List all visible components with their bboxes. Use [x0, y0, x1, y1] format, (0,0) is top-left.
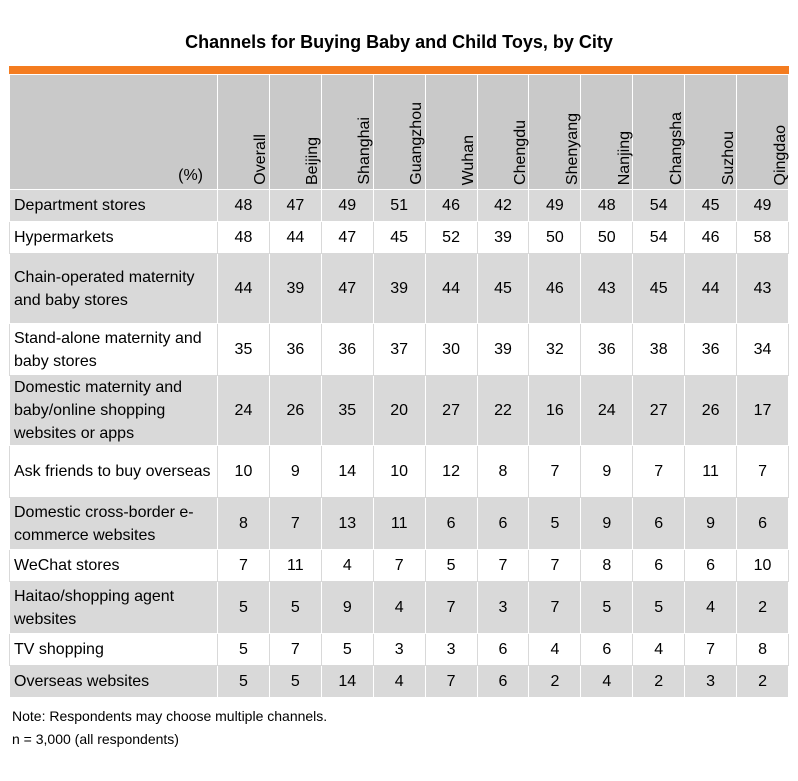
table-row [10, 550, 789, 582]
table-cell: 39 [373, 254, 425, 324]
table-cell: 4 [373, 582, 425, 634]
table-cell: 5 [218, 582, 270, 634]
table-cell: 45 [477, 254, 529, 324]
table-cell: 9 [581, 446, 633, 498]
table-cell: 7 [425, 582, 477, 634]
table-cell: 5 [218, 634, 270, 666]
column-header-label: Changsha [667, 112, 685, 185]
table-cell: 24 [218, 376, 270, 446]
accent-bar [9, 66, 789, 74]
header-row [10, 75, 789, 190]
table-cell: 48 [218, 222, 270, 254]
column-header [529, 75, 581, 190]
column-header-label: Guangzhou [408, 102, 426, 185]
table-cell: 9 [269, 446, 321, 498]
table-cell: 49 [529, 190, 581, 222]
row-label: Chain-operated maternity and baby stores [10, 254, 218, 324]
table-cell: 44 [269, 222, 321, 254]
column-header [685, 75, 737, 190]
row-label: WeChat stores [10, 550, 218, 582]
table-cell: 4 [373, 666, 425, 698]
table-cell: 50 [581, 222, 633, 254]
table-cell: 39 [477, 324, 529, 376]
row-label: Overseas websites [10, 666, 218, 698]
table-cell: 42 [477, 190, 529, 222]
table-cell: 10 [218, 446, 270, 498]
table-cell: 22 [477, 376, 529, 446]
table-row [10, 222, 789, 254]
table-cell: 48 [581, 190, 633, 222]
table-cell: 6 [633, 498, 685, 550]
table-row [10, 324, 789, 376]
table-cell: 2 [633, 666, 685, 698]
table-cell: 6 [737, 498, 789, 550]
table-cell: 16 [529, 376, 581, 446]
column-header-label: Wuhan [460, 134, 478, 185]
table-cell: 3 [373, 634, 425, 666]
table-cell: 46 [425, 190, 477, 222]
table-cell: 38 [633, 324, 685, 376]
table-cell: 11 [269, 550, 321, 582]
table-cell: 51 [373, 190, 425, 222]
table-cell: 7 [269, 498, 321, 550]
table-cell: 36 [581, 324, 633, 376]
table-cell: 44 [425, 254, 477, 324]
table-cell: 49 [321, 190, 373, 222]
table-cell: 3 [425, 634, 477, 666]
column-header-label: Shanghai [356, 117, 374, 185]
table-cell: 4 [685, 582, 737, 634]
table-row [10, 254, 789, 324]
unit-label: (%) [10, 75, 218, 190]
table-cell: 10 [737, 550, 789, 582]
column-header [633, 75, 685, 190]
table-cell: 32 [529, 324, 581, 376]
table-cell: 3 [477, 582, 529, 634]
table-cell: 2 [529, 666, 581, 698]
table-cell: 6 [633, 550, 685, 582]
table-cell: 5 [425, 550, 477, 582]
table-cell: 24 [581, 376, 633, 446]
table-cell: 48 [218, 190, 270, 222]
row-label: Ask friends to buy overseas [10, 446, 218, 498]
column-header-label: Suzhou [719, 130, 737, 185]
table-cell: 34 [737, 324, 789, 376]
table-cell: 45 [685, 190, 737, 222]
table-cell: 35 [218, 324, 270, 376]
table-cell: 2 [737, 582, 789, 634]
table-cell: 6 [685, 550, 737, 582]
table-cell: 3 [685, 666, 737, 698]
table-cell: 7 [218, 550, 270, 582]
table-cell: 45 [373, 222, 425, 254]
column-header [373, 75, 425, 190]
table-row [10, 376, 789, 446]
column-header-label: Beijing [304, 136, 322, 185]
table-cell: 9 [581, 498, 633, 550]
row-label: Stand-alone maternity and baby stores [10, 324, 218, 376]
column-header [737, 75, 789, 190]
table-cell: 5 [321, 634, 373, 666]
table-cell: 13 [321, 498, 373, 550]
table-cell: 9 [685, 498, 737, 550]
table-cell: 7 [529, 446, 581, 498]
table-cell: 14 [321, 446, 373, 498]
table-cell: 36 [321, 324, 373, 376]
table-cell: 47 [321, 222, 373, 254]
table-cell: 12 [425, 446, 477, 498]
table-cell: 5 [581, 582, 633, 634]
table-cell: 6 [581, 634, 633, 666]
table-cell: 8 [218, 498, 270, 550]
channels-table [9, 74, 789, 698]
table-cell: 2 [737, 666, 789, 698]
table-cell: 44 [218, 254, 270, 324]
table-row [10, 446, 789, 498]
table-cell: 47 [269, 190, 321, 222]
table-cell: 7 [685, 634, 737, 666]
table-cell: 8 [477, 446, 529, 498]
table-cell: 47 [321, 254, 373, 324]
table-cell: 5 [269, 582, 321, 634]
column-header-label: Overall [252, 134, 270, 185]
table-cell: 26 [269, 376, 321, 446]
table-cell: 4 [529, 634, 581, 666]
chart-title: Channels for Buying Baby and Child Toys, by City [185, 32, 613, 52]
table-cell: 50 [529, 222, 581, 254]
table-cell: 39 [477, 222, 529, 254]
column-header [477, 75, 529, 190]
table-cell: 45 [633, 254, 685, 324]
row-label: Hypermarkets [10, 222, 218, 254]
row-label: Domestic maternity and baby/online shopping websites or apps [10, 376, 218, 446]
table-cell: 7 [529, 550, 581, 582]
table-cell: 43 [581, 254, 633, 324]
table-cell: 36 [269, 324, 321, 376]
table-cell: 5 [529, 498, 581, 550]
row-label: Department stores [10, 190, 218, 222]
table-cell: 4 [321, 550, 373, 582]
table-cell: 5 [633, 582, 685, 634]
table-cell: 7 [477, 550, 529, 582]
table-cell: 44 [685, 254, 737, 324]
table-cell: 54 [633, 222, 685, 254]
table-cell: 5 [269, 666, 321, 698]
table-cell: 30 [425, 324, 477, 376]
row-label: Domestic cross-border e-commerce websites [10, 498, 218, 550]
table-cell: 6 [477, 634, 529, 666]
column-header [425, 75, 477, 190]
table-cell: 43 [737, 254, 789, 324]
table-cell: 7 [373, 550, 425, 582]
table-cell: 27 [425, 376, 477, 446]
table-cell: 4 [633, 634, 685, 666]
column-header [321, 75, 373, 190]
table-row [10, 498, 789, 550]
table-cell: 7 [529, 582, 581, 634]
table-cell: 7 [633, 446, 685, 498]
table-cell: 8 [737, 634, 789, 666]
table-cell: 9 [321, 582, 373, 634]
table-cell: 37 [373, 324, 425, 376]
table-body [10, 190, 789, 698]
table-cell: 14 [321, 666, 373, 698]
row-label: Haitao/shopping agent websites [10, 582, 218, 634]
column-header-label: Qingdao [771, 124, 789, 185]
table-cell: 7 [737, 446, 789, 498]
table-cell: 52 [425, 222, 477, 254]
table-cell: 5 [218, 666, 270, 698]
table-cell: 27 [633, 376, 685, 446]
column-header [269, 75, 321, 190]
table-cell: 7 [425, 666, 477, 698]
table-cell: 46 [685, 222, 737, 254]
sample-size-text: n = 3,000 (all respondents) [12, 731, 179, 747]
table-cell: 8 [581, 550, 633, 582]
table-cell: 11 [373, 498, 425, 550]
table-cell: 6 [425, 498, 477, 550]
table-cell: 46 [529, 254, 581, 324]
table-cell: 26 [685, 376, 737, 446]
row-label: TV shopping [10, 634, 218, 666]
column-header-label: Shenyang [563, 112, 581, 185]
table-cell: 6 [477, 666, 529, 698]
table-cell: 11 [685, 446, 737, 498]
note-text: Note: Respondents may choose multiple channels. [12, 708, 328, 724]
table-cell: 4 [581, 666, 633, 698]
table-cell: 39 [269, 254, 321, 324]
table-cell: 6 [477, 498, 529, 550]
table-cell: 36 [685, 324, 737, 376]
column-header [581, 75, 633, 190]
column-header-label: Nanjing [615, 130, 633, 185]
table-cell: 35 [321, 376, 373, 446]
table-cell: 7 [269, 634, 321, 666]
table-row [10, 666, 789, 698]
table-cell: 58 [737, 222, 789, 254]
column-header [218, 75, 270, 190]
table-cell: 10 [373, 446, 425, 498]
table-row [10, 634, 789, 666]
table-cell: 49 [737, 190, 789, 222]
column-header-label: Chengdu [511, 120, 529, 185]
table-row [10, 582, 789, 634]
table-cell: 17 [737, 376, 789, 446]
table-row [10, 190, 789, 222]
table-cell: 20 [373, 376, 425, 446]
table-cell: 54 [633, 190, 685, 222]
